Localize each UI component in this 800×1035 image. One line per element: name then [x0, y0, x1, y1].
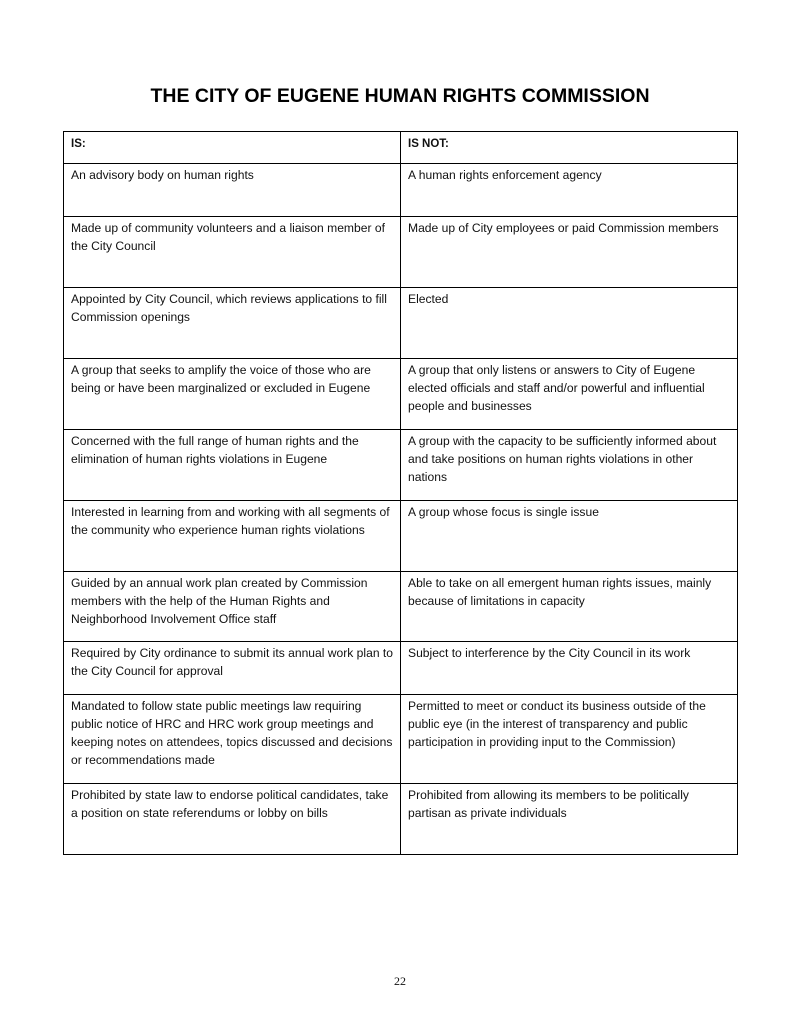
table-row [64, 217, 738, 288]
cell-is-not: Permitted to meet or conduct its business outside of the public eye (in the interest of transparency and public participation in providing input to the Commission) [401, 695, 738, 784]
table-row [64, 288, 738, 359]
cell-is-not: A human rights enforcement agency [401, 164, 738, 217]
header-is-not: IS NOT: [401, 132, 738, 164]
table-row [64, 164, 738, 217]
cell-is: Required by City ordinance to submit its annual work plan to the City Council for approval [64, 642, 401, 695]
cell-is: Concerned with the full range of human rights and the elimination of human rights violations in Eugene [64, 430, 401, 501]
cell-is-not: Subject to interference by the City Council in its work [401, 642, 738, 695]
cell-is-not: Able to take on all emergent human rights issues, mainly because of limitations in capacity [401, 572, 738, 642]
table-header-row [64, 132, 738, 164]
cell-is-not: A group with the capacity to be sufficiently informed about and take positions on human rights violations in other nations [401, 430, 738, 501]
table-row [64, 359, 738, 430]
cell-is: Prohibited by state law to endorse political candidates, take a position on state referendums or lobby on bills [64, 784, 401, 855]
header-is: IS: [64, 132, 401, 164]
cell-is: Mandated to follow state public meetings law requiring public notice of HRC and HRC work group meetings and keeping notes on attendees, topics discussed and decisions or recommendations made [64, 695, 401, 784]
cell-is: Interested in learning from and working with all segments of the community who experience human rights violations [64, 501, 401, 572]
cell-is-not: A group whose focus is single issue [401, 501, 738, 572]
cell-is: Appointed by City Council, which reviews applications to fill Commission openings [64, 288, 401, 359]
page-title: THE CITY OF EUGENE HUMAN RIGHTS COMMISSION [150, 85, 650, 108]
page-number: 22 [394, 974, 406, 988]
cell-is-not: Prohibited from allowing its members to be politically partisan as private individuals [401, 784, 738, 855]
table-row [64, 784, 738, 855]
table-row [64, 501, 738, 572]
table-row [64, 430, 738, 501]
cell-is: Guided by an annual work plan created by Commission members with the help of the Human Rights and Neighborhood Involvement Office staff [64, 572, 401, 642]
cell-is: A group that seeks to amplify the voice of those who are being or have been marginalized or excluded in Eugene [64, 359, 401, 430]
cell-is: Made up of community volunteers and a liaison member of the City Council [64, 217, 401, 288]
cell-is: An advisory body on human rights [64, 164, 401, 217]
table-row [64, 695, 738, 784]
table-row [64, 642, 738, 695]
cell-is-not: Elected [401, 288, 738, 359]
cell-is-not: Made up of City employees or paid Commission members [401, 217, 738, 288]
is-is-not-table [63, 131, 738, 855]
cell-is-not: A group that only listens or answers to City of Eugene elected officials and staff and/or powerful and influential people and businesses [401, 359, 738, 430]
table-row [64, 572, 738, 642]
